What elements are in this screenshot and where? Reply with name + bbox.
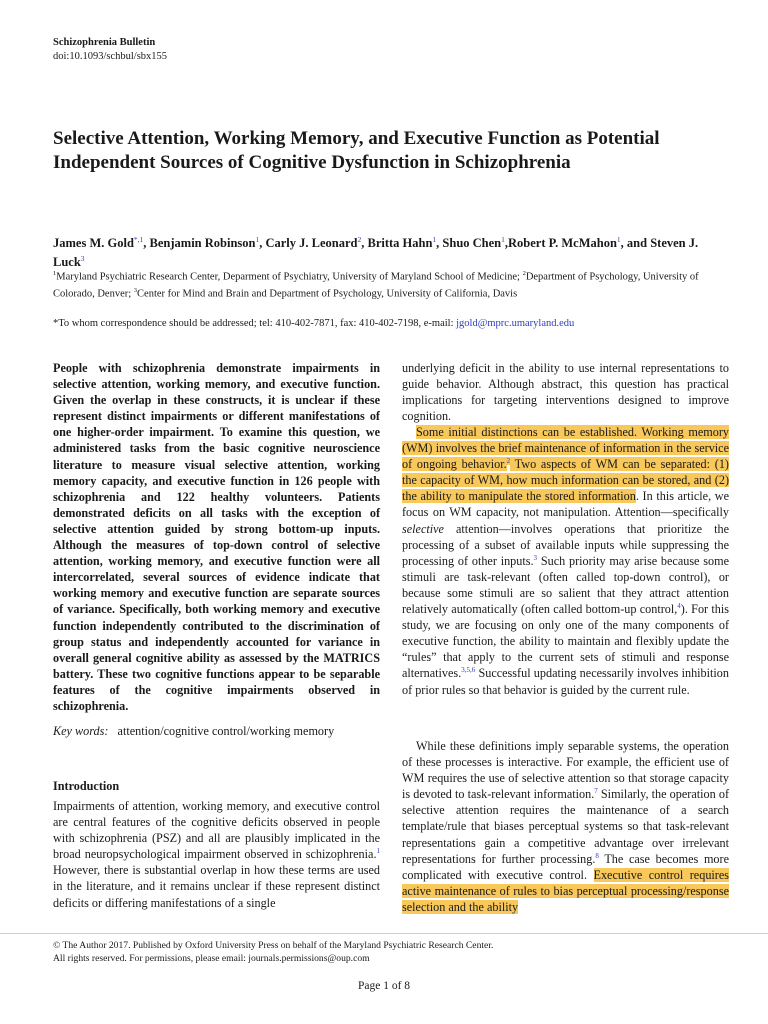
- correspondence-text: *To whom correspondence should be addressed; tel: 410-402-7871, fax: 410-402-7198, e-mail:: [53, 318, 457, 329]
- body-text: Such priority may arise because some stimuli are task-relevant (often called top-down control), or because some stimuli are so salient that they attract attention relatively automatically (often called bottom-up control,: [402, 553, 729, 617]
- highlighted-text: Two aspects of WM can be separated: (1) the capacity of WM, how much information can be stored, and (2) the ability to manipulate the stored information: [402, 457, 729, 504]
- author-separator: ,: [436, 236, 443, 251]
- copyright-notice: [53, 940, 715, 965]
- right-paragraph-interaction: [402, 738, 729, 915]
- correspondence: [53, 317, 715, 331]
- section-heading-introduction: Introduction: [53, 779, 120, 793]
- author-name: Robert P. McMahon: [508, 236, 617, 251]
- affiliation-marker: 2: [522, 270, 526, 277]
- citation-ref[interactable]: 1: [376, 847, 380, 856]
- email-link[interactable]: jgold@mprc.umaryland.edu: [456, 318, 575, 329]
- author-name: Steven J. Luck: [53, 236, 699, 270]
- affiliation-marker: 1: [53, 270, 57, 277]
- affiliation-text: Center for Mind and Brain and Department of Psychology, University of California, Davis: [137, 288, 518, 300]
- author-separator: ,: [504, 236, 509, 251]
- affiliation-text: Maryland Psychiatric Research Center, Deparment of Psychiatry, University of Maryland School of Medicine;: [56, 271, 523, 283]
- author-affiliation-marker[interactable]: 1: [501, 235, 505, 244]
- citation-ref[interactable]: 4: [677, 601, 681, 610]
- affiliation-text: Department of Psychology, University of Colorado, Denver;: [53, 271, 699, 300]
- author-affiliation-marker[interactable]: 1: [616, 235, 621, 244]
- body-text: However, there is substantial overlap in how these terms are used in the literature, and it remains unclear if these represent distinct deficits or differing manifestations of a single: [53, 863, 380, 910]
- keywords-text: attention/cognitive control/working memory: [117, 724, 335, 738]
- abstract: People with schizophrenia demonstrate impairments in selective attention, working memory, and executive function. Given the overlap in these constructs, it is unclear if these represent distinct impairments or different manifestations of one higher-order impairment. To examine this question, we administered tasks from the basic cognitive neuroscience literature to measure visual selective attention, working memory capacity, and executive function in 126 people with schizophrenia and 122 healthy volunteers. Patients demonstrated deficits on all tasks with the exception of selective attention guided by strong bottom-up inputs. Although the measures of top-down control of selective attention, working memory, and executive function were all intercorrelated, several sources of evidence indicate that working memory and executive function are separate sources of variance. Specifically, both working memory and executive function independently contributed to the discrimination of group status and independently accounted for variance in overall general cognitive ability as assessed by the MATRICS battery. These two cognitive functions appear to be separable features of the cognitive impairments observed in schizophrenia.: [53, 361, 380, 713]
- citation-ref[interactable]: 8: [595, 851, 599, 860]
- author-name: Carly J. Leonard: [265, 236, 358, 251]
- body-text: ). For this study, we are focusing on only one of the many components of executive function, the ability to maintain and flexibly update the “rules” that apply to the current sets of stimuli and response alternatives.: [402, 602, 729, 681]
- doi[interactable]: doi:10.1093/schbul/sbx155: [53, 51, 168, 62]
- author-name: Benjamin Robinson: [149, 236, 256, 251]
- author-list: [53, 232, 713, 270]
- author-affiliation-marker[interactable]: 2: [357, 235, 362, 244]
- citation-ref[interactable]: 7: [594, 787, 598, 796]
- body-text: The case becomes more complicated with executive control.: [402, 851, 729, 882]
- body-text: . In this article, we focus on WM capacity, not manipulation. Attention—specifically: [402, 489, 729, 520]
- body-text: Impairments of attention, working memory, and executive control are central features of the cognitive deficits observed in people with schizophrenia (PSZ) and all are plausibly implicated in the broad neuropsychological impairment observed in schizophrenia.: [53, 799, 380, 862]
- affiliations: [53, 267, 715, 301]
- body-text: Successful updating necessarily involves inhibition of prior rules so that behavior is guided by the current rule.: [402, 666, 729, 697]
- author-affiliation-marker[interactable]: *,1: [133, 235, 144, 244]
- author-affiliation-marker[interactable]: 1: [432, 235, 437, 244]
- right-paragraph-definitions: [402, 424, 729, 698]
- keywords: [53, 723, 380, 739]
- author-name: Shuo Chen: [442, 236, 502, 251]
- copyright-line: © The Author 2017. Published by Oxford University Press on behalf of the Maryland Psychiatric Research Center.: [53, 940, 494, 951]
- body-text: While these definitions imply separable systems, the operation of these processes is interactive. For example, the efficient use of WM requires the use of selective attention so that storage capacity is devoted to task-relevant information.: [402, 739, 729, 802]
- author-affiliation-marker[interactable]: 1: [255, 235, 260, 244]
- author-separator: ,: [143, 236, 150, 251]
- page-number: Page 1 of 8: [357, 980, 411, 992]
- intro-paragraph: [53, 798, 380, 911]
- highlighted-text: Some initial distinctions can be established. Working memory (WM) involves the brief maintenance of information in the service of ongoing behavior.: [402, 425, 729, 472]
- citation-ref[interactable]: 2: [506, 457, 511, 466]
- author-name: James M. Gold: [53, 236, 134, 251]
- author-separator: ,: [259, 236, 266, 251]
- author-separator: ,: [361, 236, 368, 251]
- author-separator: , and: [620, 236, 651, 251]
- journal-name: Schizophrenia Bulletin: [53, 37, 156, 48]
- keywords-label: Key words:: [53, 724, 109, 738]
- right-paragraph-continued: [402, 360, 729, 424]
- affiliation-marker: 3: [133, 287, 138, 294]
- author-name: Britta Hahn: [367, 236, 433, 251]
- citation-ref[interactable]: 3: [533, 553, 538, 562]
- emphasis: selective: [402, 521, 444, 536]
- body-text: attention—involves operations that prioritize the processing of a subset of available inputs while suppressing the processing of other inputs.: [402, 521, 729, 568]
- article-title: Selective Attention, Working Memory, and Executive Function as Potential Independent Sources of Cognitive Dysfunction in Schizophrenia: [53, 128, 660, 173]
- highlighted-text: Executive control requires active maintenance of rules to bias perceptual processing/response selection and the ability: [402, 867, 730, 914]
- footer-divider: [0, 933, 768, 934]
- author-affiliation-marker[interactable]: 3: [80, 254, 85, 264]
- body-text: underlying deficit in the ability to use internal representations to guide behavior. Although abstract, this question has practical implications for targeting interventions designed to improve cognition.: [402, 361, 729, 424]
- permissions-line: All rights reserved. For permissions, please email: journals.permissions@oup.com: [53, 952, 370, 964]
- citation-ref[interactable]: 3,5,6: [461, 666, 476, 675]
- body-text: Similarly, the operation of selective attention requires the maintenance of a search template/rule that biases perceptual systems so that task-relevant representations gain a competitive advantage over irrelevant representations for further processing.: [402, 787, 729, 866]
